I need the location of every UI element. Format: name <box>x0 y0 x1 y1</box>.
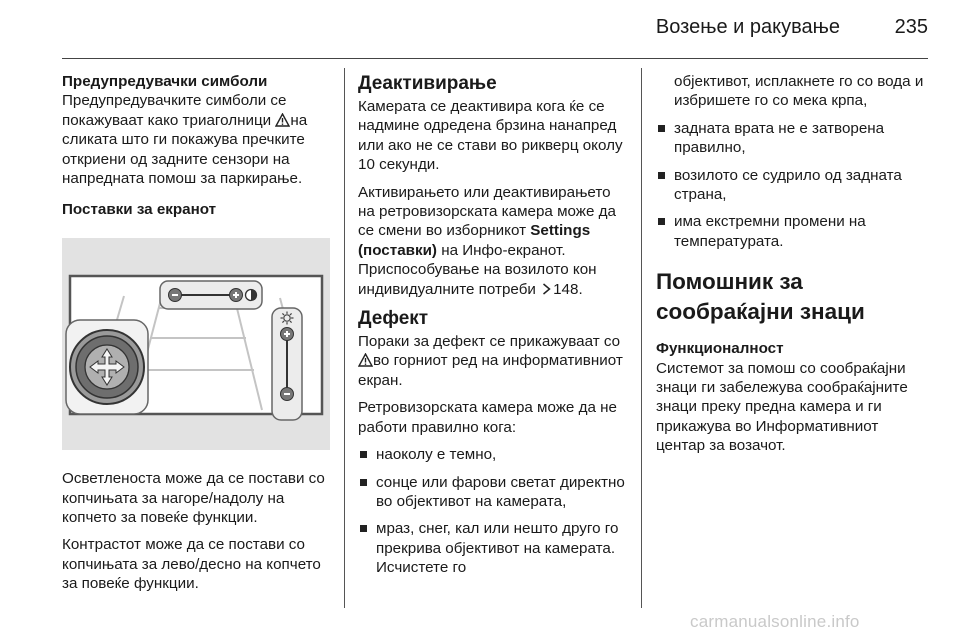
section-heading-deactivation: Деактивирање <box>358 73 497 94</box>
section-heading-traffic-sign-assistant: Помошник за сообраќајни знаци <box>656 269 865 325</box>
column-divider-left <box>344 68 345 608</box>
middle-column <box>358 72 630 586</box>
paragraph-camera-malfunction: Ретровизорската камера може да не работи правилно кога: <box>358 399 617 436</box>
list-item: има екстремни промени на температурата. <box>656 212 928 251</box>
subheading-functionality: Функционалност <box>656 340 784 358</box>
paragraph-warning-symbols <box>62 91 330 188</box>
text-span: во горниот ред на информативниот екран. <box>358 352 623 389</box>
warning-triangle-icon <box>358 353 373 367</box>
paragraph-contrast: Контрастот може да се постави со копчињата за лево/десно на копчето за повеќе функции. <box>62 536 321 593</box>
text-span: Активирањето или деактивирањето на ретровизорската камера може да се смени во изборникот <box>358 183 616 240</box>
text-span: на сликата што ги покажува пречките откриени од задните сензори на напредната помош за паркирање. <box>62 111 308 188</box>
section-heading-fault: Дефект <box>358 308 429 330</box>
brightness-slider <box>272 308 302 420</box>
page-reference-icon <box>542 283 551 295</box>
paragraph-fault-messages <box>358 332 630 390</box>
paragraph-functionality: Системот за помош со сообраќајни знаци ги забележува сообраќајните знаци преку предна камера и ги прикажува во Информативниот центар за возачот. <box>656 359 908 455</box>
column-divider-right <box>641 68 642 608</box>
list-item: наоколу е темно, <box>358 445 630 464</box>
fault-causes-list-continued <box>656 119 928 251</box>
right-column <box>656 72 928 464</box>
list-item: сонце или фарови светат директно во објективот на камерата, <box>358 473 630 512</box>
settings-menu-label: Settings (поставки) <box>358 222 591 259</box>
subheading-screen-settings: Поставки за екранот <box>62 201 217 219</box>
page-header-title: Возење и ракување <box>655 16 840 38</box>
paragraph-deactivation: Камерата се деактивира кога ќе се надмине одредена брзина нанапред или ако не се стави во рикверц околу 10 секунди. <box>358 98 623 174</box>
page-number: 235 <box>894 16 928 38</box>
left-column <box>62 72 330 602</box>
header-rule <box>62 58 928 59</box>
warning-triangle-icon <box>275 113 290 127</box>
list-item: возилото се судрило од задната страна, <box>656 166 928 205</box>
contrast-slider <box>160 281 262 309</box>
text-span: Предупредувачките симболи се покажуваат како триаголници <box>62 92 287 129</box>
text-span: Пораки за дефект се прикажуваат со <box>358 333 621 351</box>
list-item-continuation: објективот, исплакнете го со вода и избришете го со мека крпа, <box>674 73 924 110</box>
section-heading-warning-symbols: Предупредувачки симболи <box>62 73 268 90</box>
list-item: задната врата не е затворена правилно, <box>656 119 928 158</box>
paragraph-brightness: Осветленоста може да се постави со копчињата за нагоре/надолу на копчето за повеќе функции. <box>62 470 325 527</box>
fault-causes-list <box>358 445 630 577</box>
page-reference-number: 148. <box>553 280 583 298</box>
footer-watermark: carmanualsonline.info <box>690 612 860 631</box>
paragraph-activation-settings <box>358 183 630 299</box>
list-item: мраз, снег, кал или нешто друго го прекрива објективот на камерата. Исчистете го <box>358 519 630 577</box>
multifunction-knob <box>66 320 148 414</box>
camera-display-illustration <box>62 238 330 450</box>
text-span: на Инфо-екранот. Приспособување на возилото кон индивидуалните потреби <box>358 241 597 298</box>
